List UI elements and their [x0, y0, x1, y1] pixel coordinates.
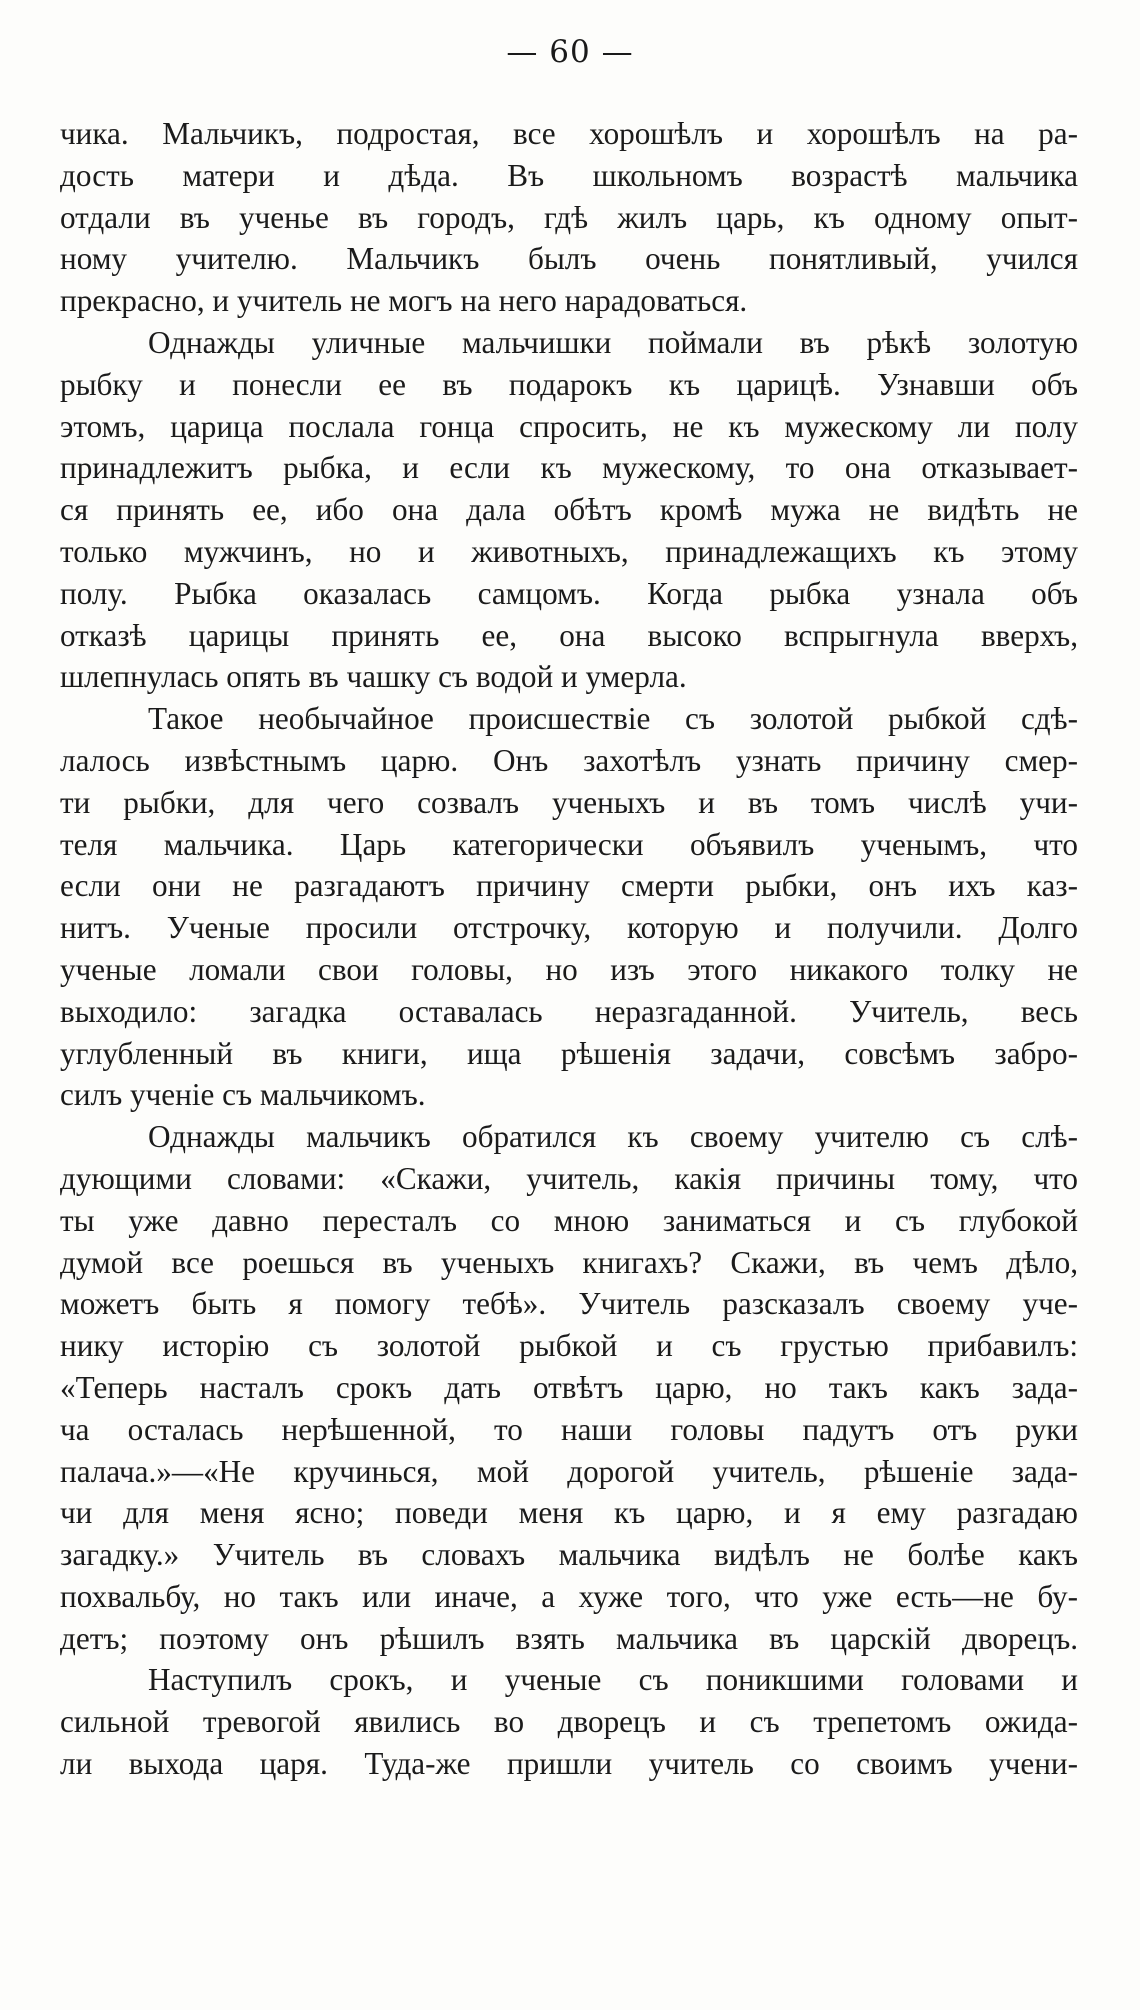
text-line: «Теперь насталъ срокъ дать отвѣтъ царю, но такъ какъ зада-	[60, 1369, 1078, 1405]
text-line: рыбку и понесли ее въ подарокъ къ царицѣ. Узнавши объ	[60, 366, 1078, 402]
text-line: ты уже давно пересталъ со мною заниматься и съ глубокой	[60, 1202, 1078, 1238]
text-line: ученые ломали свои головы, но изъ этого никакого толку не	[60, 951, 1078, 987]
text-line: силъ ученіе съ мальчикомъ.	[60, 1077, 426, 1113]
text-line: ся принять ее, ибо она дала обѣтъ кромѣ мужа не видѣть не	[60, 492, 1078, 528]
text-line: детъ; поэтому онъ рѣшилъ взять мальчика въ царскій дворецъ.	[60, 1620, 1078, 1656]
text-line: углубленный въ книги, ища рѣшенія задачи, совсѣмъ забро-	[60, 1035, 1078, 1071]
text-line: чи для меня ясно; поведи меня къ царю, и я ему разгадаю	[60, 1495, 1078, 1531]
text-line: отказѣ царицы принять ее, она высоко вспрыгнула вверхъ,	[60, 617, 1078, 653]
text-line: загадку.» Учитель въ словахъ мальчика видѣлъ не болѣе какъ	[60, 1537, 1078, 1573]
text-line: дующими словами: «Скажи, учитель, какія причины тому, что	[60, 1160, 1078, 1196]
text-line: лалось извѣстнымъ царю. Онъ захотѣлъ узнать причину смер-	[60, 742, 1078, 778]
text-line: чика. Мальчикъ, подростая, все хорошѣлъ и хорошѣлъ на ра-	[60, 116, 1078, 151]
text-line: нику исторію съ золотой рыбкой и съ грустью прибавилъ:	[60, 1328, 1078, 1364]
text-line: отдали въ ученье въ городъ, гдѣ жилъ царь, къ одному опыт-	[60, 199, 1078, 235]
text-line: этомъ, царица послала гонца спросить, не къ мужескому ли полу	[60, 408, 1078, 444]
text-line: ча осталась нерѣшенной, то наши головы падутъ отъ руки	[60, 1411, 1078, 1447]
text-line: ли выхода царя. Туда-же пришли учитель со своимъ учени-	[60, 1746, 1078, 1782]
text-line: думой все роешься въ ученыхъ книгахъ? Скажи, въ чемъ дѣло,	[60, 1244, 1078, 1280]
text-line: нитъ. Ученые просили отстрочку, которую и получили. Долго	[60, 910, 1078, 946]
text-line: если они не разгадаютъ причину смерти рыбки, онъ ихъ каз-	[60, 868, 1078, 904]
text-line: Однажды уличные мальчишки поймали въ рѣкѣ золотую	[148, 324, 1078, 360]
body-text	[60, 113, 1078, 1785]
text-line: принадлежитъ рыбка, и если къ мужескому, то она отказывает-	[60, 450, 1078, 486]
text-line: только мужчинъ, но и животныхъ, принадлежащихъ къ этому	[60, 533, 1078, 569]
text-line: Наступилъ срокъ, и ученые съ поникшими головами и	[148, 1662, 1078, 1698]
text-line: сильной тревогой явились во дворецъ и съ трепетомъ ожида-	[60, 1704, 1078, 1740]
text-line: теля мальчика. Царь категорически объявилъ ученымъ, что	[60, 826, 1078, 862]
text-line: Однажды мальчикъ обратился къ своему учителю съ слѣ-	[148, 1119, 1078, 1155]
text-line: ти рыбки, для чего созвалъ ученыхъ и въ томъ числѣ учи-	[60, 784, 1078, 820]
text-line: палача.»—«Не кручинься, мой дорогой учитель, рѣшеніе зада-	[60, 1453, 1078, 1489]
text-line: шлепнулась опять въ чашку съ водой и умерла.	[60, 659, 687, 695]
text-line: Такое необычайное происшествіе съ золотой рыбкой сдѣ-	[148, 701, 1078, 737]
text-line: дость матери и дѣда. Въ школьномъ возрастѣ мальчика	[60, 157, 1078, 193]
text-line: можетъ быть я помогу тебѣ». Учитель разсказалъ своему уче-	[60, 1286, 1078, 1322]
text-line: полу. Рыбка оказалась самцомъ. Когда рыбка узнала объ	[60, 575, 1078, 611]
text-line: прекрасно, и учитель не могъ на него нарадоваться.	[60, 283, 748, 319]
text-line: похвальбу, но такъ или иначе, а хуже того, что уже есть—не бу-	[60, 1578, 1078, 1614]
page-number: — 60 —	[506, 34, 634, 70]
text-line: ному учителю. Мальчикъ былъ очень понятливый, учился	[60, 241, 1078, 277]
text-line: выходило: загадка оставалась неразгаданной. Учитель, весь	[60, 993, 1078, 1029]
